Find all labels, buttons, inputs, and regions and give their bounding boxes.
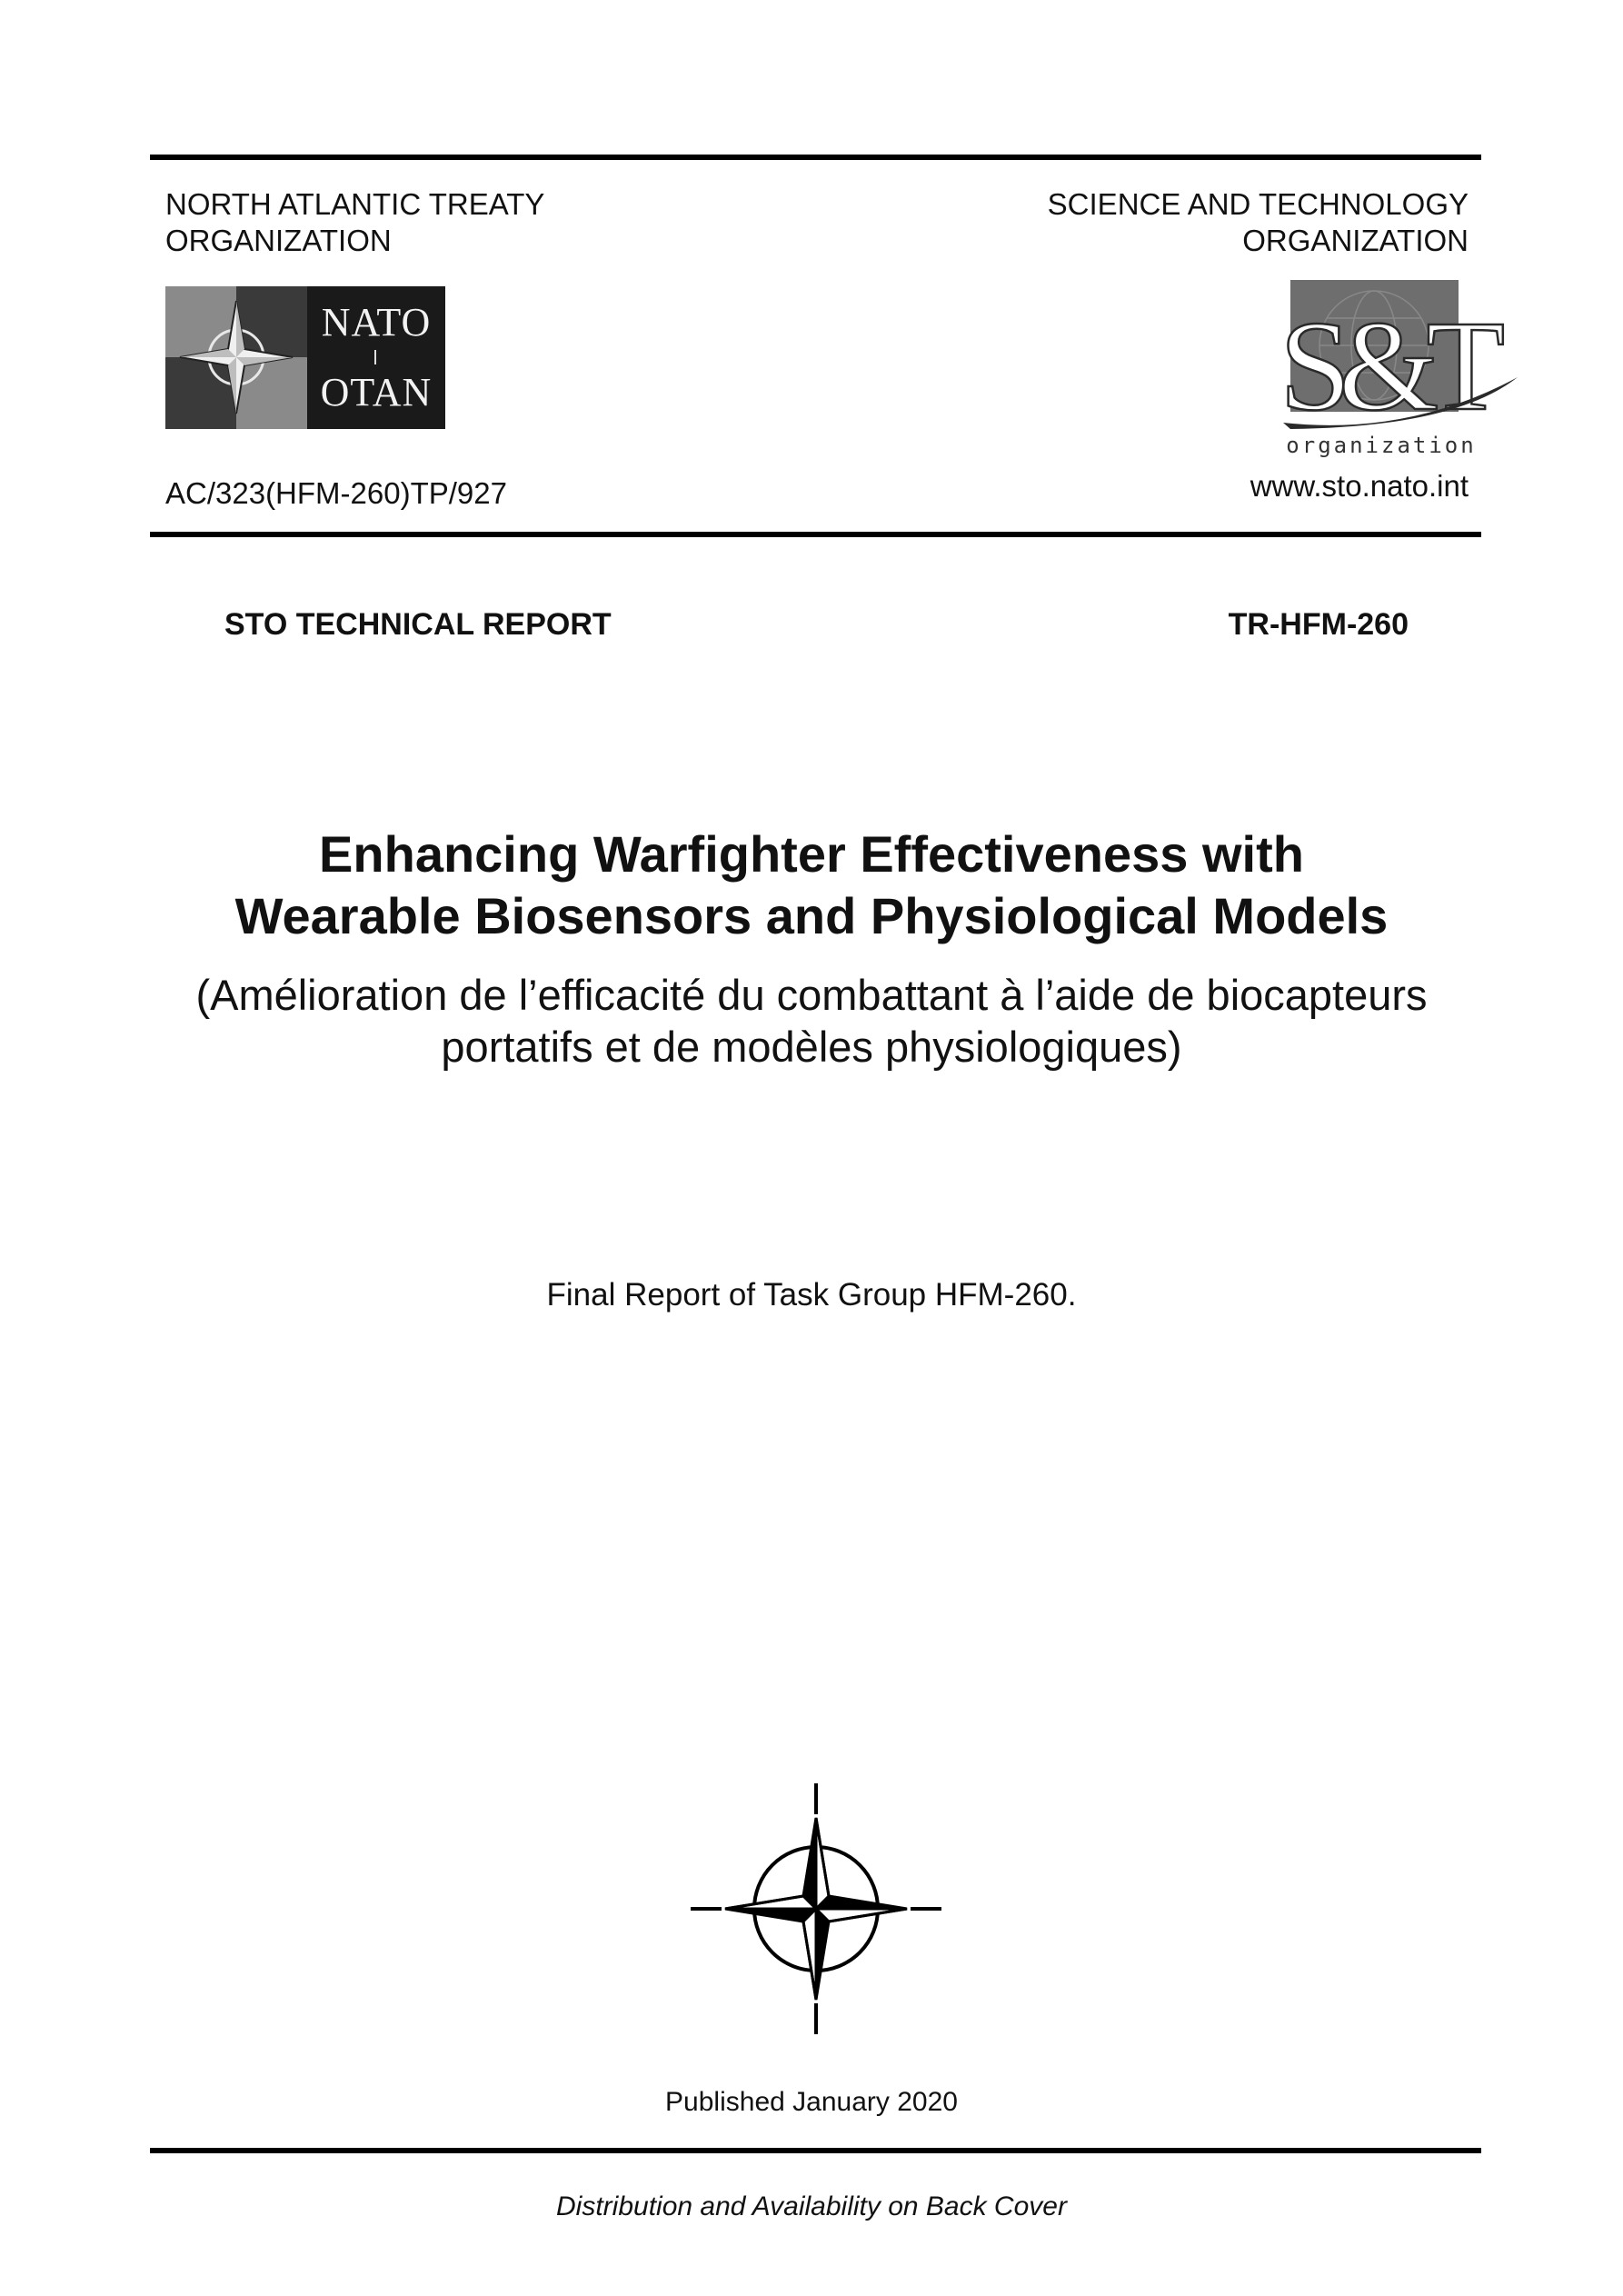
report-description: Final Report of Task Group HFM-260. [546,1277,1077,1313]
distribution-note: Distribution and Availability on Back Cover [556,2191,1067,2221]
header-bottom-rule [150,532,1481,537]
nato-logo-divider [374,350,376,364]
document-code: AC/323(HFM-260)TP/927 [165,476,507,510]
report-subtitle-line1: (Amélioration de l’efficacité du combattant à l’aide de biocapteurs [195,971,1428,1019]
website-link[interactable]: www.sto.nato.int [1250,469,1469,503]
bottom-rule [150,2148,1481,2153]
st-organization-logo [1272,273,1527,464]
org-name-right-line2: ORGANIZATION [1242,224,1469,257]
report-title-line1: Enhancing Warfighter Effectiveness with [319,825,1304,883]
publication-date: Published January 2020 [665,2087,958,2117]
nato-logo-star-icon [173,294,300,421]
nato-compass-star-icon [691,1783,941,2034]
nato-logo-word-otan: OTAN [320,370,433,414]
org-name-left-line2: ORGANIZATION [165,224,392,257]
report-subtitle-line2: portatifs et de modèles physiologiques) [441,1023,1182,1071]
nato-logo [165,286,445,429]
nato-logo-word-nato: NATO [321,300,432,344]
org-name-left-line1: NORTH ATLANTIC TREATY [165,187,545,221]
report-title-line2: Wearable Biosensors and Physiological Models [234,887,1389,944]
st-logo-letters: S&T [1279,294,1493,437]
report-number: TR-HFM-260 [1228,607,1409,642]
top-rule [150,155,1481,160]
st-logo-subtext: organization [1286,433,1477,458]
report-type-label: STO TECHNICAL REPORT [224,607,612,642]
org-name-right-line1: SCIENCE AND TECHNOLOGY [1047,187,1469,221]
